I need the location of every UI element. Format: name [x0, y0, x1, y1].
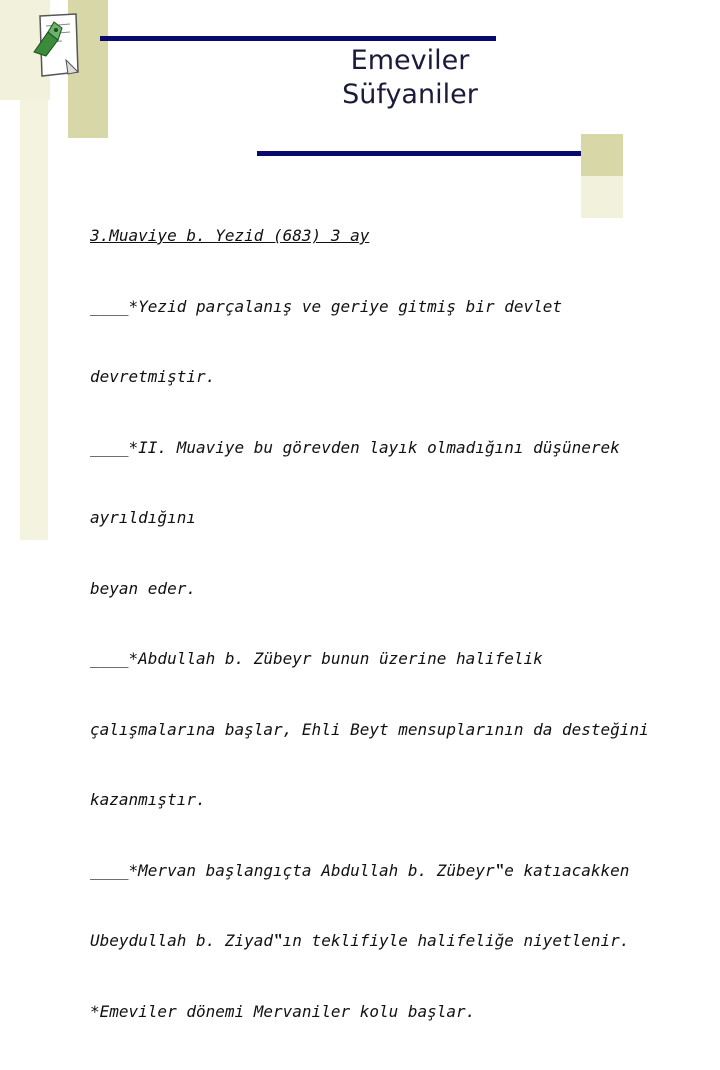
top-rule — [100, 36, 496, 41]
body-line: beyan eder. — [90, 578, 196, 598]
decorative-square-right-1 — [581, 134, 623, 176]
slide-title — [260, 44, 560, 112]
body-line: çalışmalarına başlar, Ehli Beyt mensuplarının da desteğini — [90, 719, 649, 739]
body-heading: 3.Muaviye b. Yezid (683) 3 ay — [90, 226, 370, 245]
memo-note-icon — [32, 10, 84, 80]
bottom-rule — [257, 151, 581, 156]
body-line: Ubeydullah b. Ziyad‟ın teklifiyle halifeliğe niyetlenir. — [90, 931, 630, 950]
body-line: ____*II. Muaviye bu görevden layık olmadığını düşünerek — [90, 437, 620, 457]
slide-body — [90, 177, 720, 1070]
title-line-2: Süfyaniler — [342, 79, 478, 110]
title-line-1: Emeviler — [350, 45, 470, 76]
body-line: ____*Abdullah b. Zübeyr bunun üzerine halifelik — [90, 649, 543, 668]
body-line: ayrıldığını — [90, 508, 196, 527]
body-line: kazanmıştır. — [90, 790, 206, 809]
body-line: *Emeviler dönemi Mervaniler kolu başlar. — [90, 1001, 476, 1021]
body-line: devretmiştir. — [90, 367, 216, 386]
body-line: ____*Yezid parçalanış ve geriye gitmiş bir devlet — [90, 296, 563, 316]
body-line: ____*Mervan başlangıçta Abdullah b. Zübeyr‟e katıacakken — [90, 860, 630, 880]
